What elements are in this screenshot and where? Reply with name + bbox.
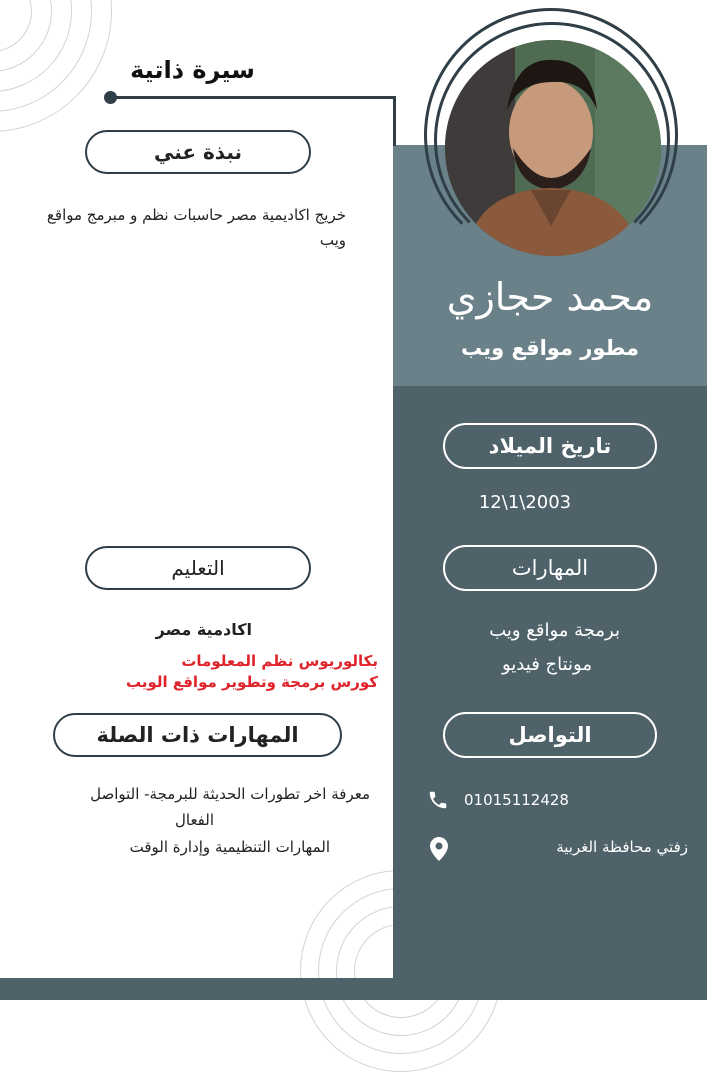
contact-heading: التواصل: [443, 712, 657, 758]
birth-date-value: 12\1\2003: [478, 492, 572, 513]
location-pin-icon: [430, 837, 448, 861]
bottom-strip: [0, 978, 393, 1000]
related-skills-line-2: الفعال: [174, 811, 214, 829]
related-skills-line-1: معرفة اخر تطورات الحديثة للبرمجة- التواصل: [90, 785, 370, 803]
profile-job-title: مطور مواقع ويب: [461, 336, 639, 360]
skill-item-1: برمجة مواقع ويب: [489, 620, 620, 641]
about-heading: نبذة عني: [85, 130, 311, 174]
title-connector-dot: [104, 91, 117, 104]
education-heading: التعليم: [85, 546, 311, 590]
contact-address: زفتي محافظة الغربية: [556, 838, 688, 856]
related-skills-line-3: المهارات التنظيمية وإدارة الوقت: [129, 838, 330, 856]
person-portrait-icon: [445, 40, 661, 256]
education-degree: بكالوريوس نظم المعلومات: [181, 652, 378, 670]
education-institution: اكادمية مصر: [155, 620, 252, 639]
about-text: خريج اكاديمية مصر حاسبات نظم و مبرمج مواقع ويب: [46, 206, 346, 249]
skills-heading: المهارات: [443, 545, 657, 591]
skill-item-2: مونتاج فيديو: [502, 654, 592, 675]
related-skills-heading: المهارات ذات الصلة: [53, 713, 342, 757]
contact-phone: 01015112428: [464, 791, 569, 809]
phone-icon: [427, 789, 449, 811]
vertical-divider-line: [393, 96, 396, 146]
page-title: سيرة ذاتية: [130, 56, 255, 84]
title-connector-line: [110, 96, 396, 99]
profile-name: محمد حجازي: [446, 275, 654, 319]
sidebar-panel: [393, 386, 707, 1000]
education-course: كورس برمجة وتطوير مواقع الويب: [125, 673, 378, 691]
birth-date-heading: تاريخ الميلاد: [443, 423, 657, 469]
profile-photo: [445, 40, 661, 256]
